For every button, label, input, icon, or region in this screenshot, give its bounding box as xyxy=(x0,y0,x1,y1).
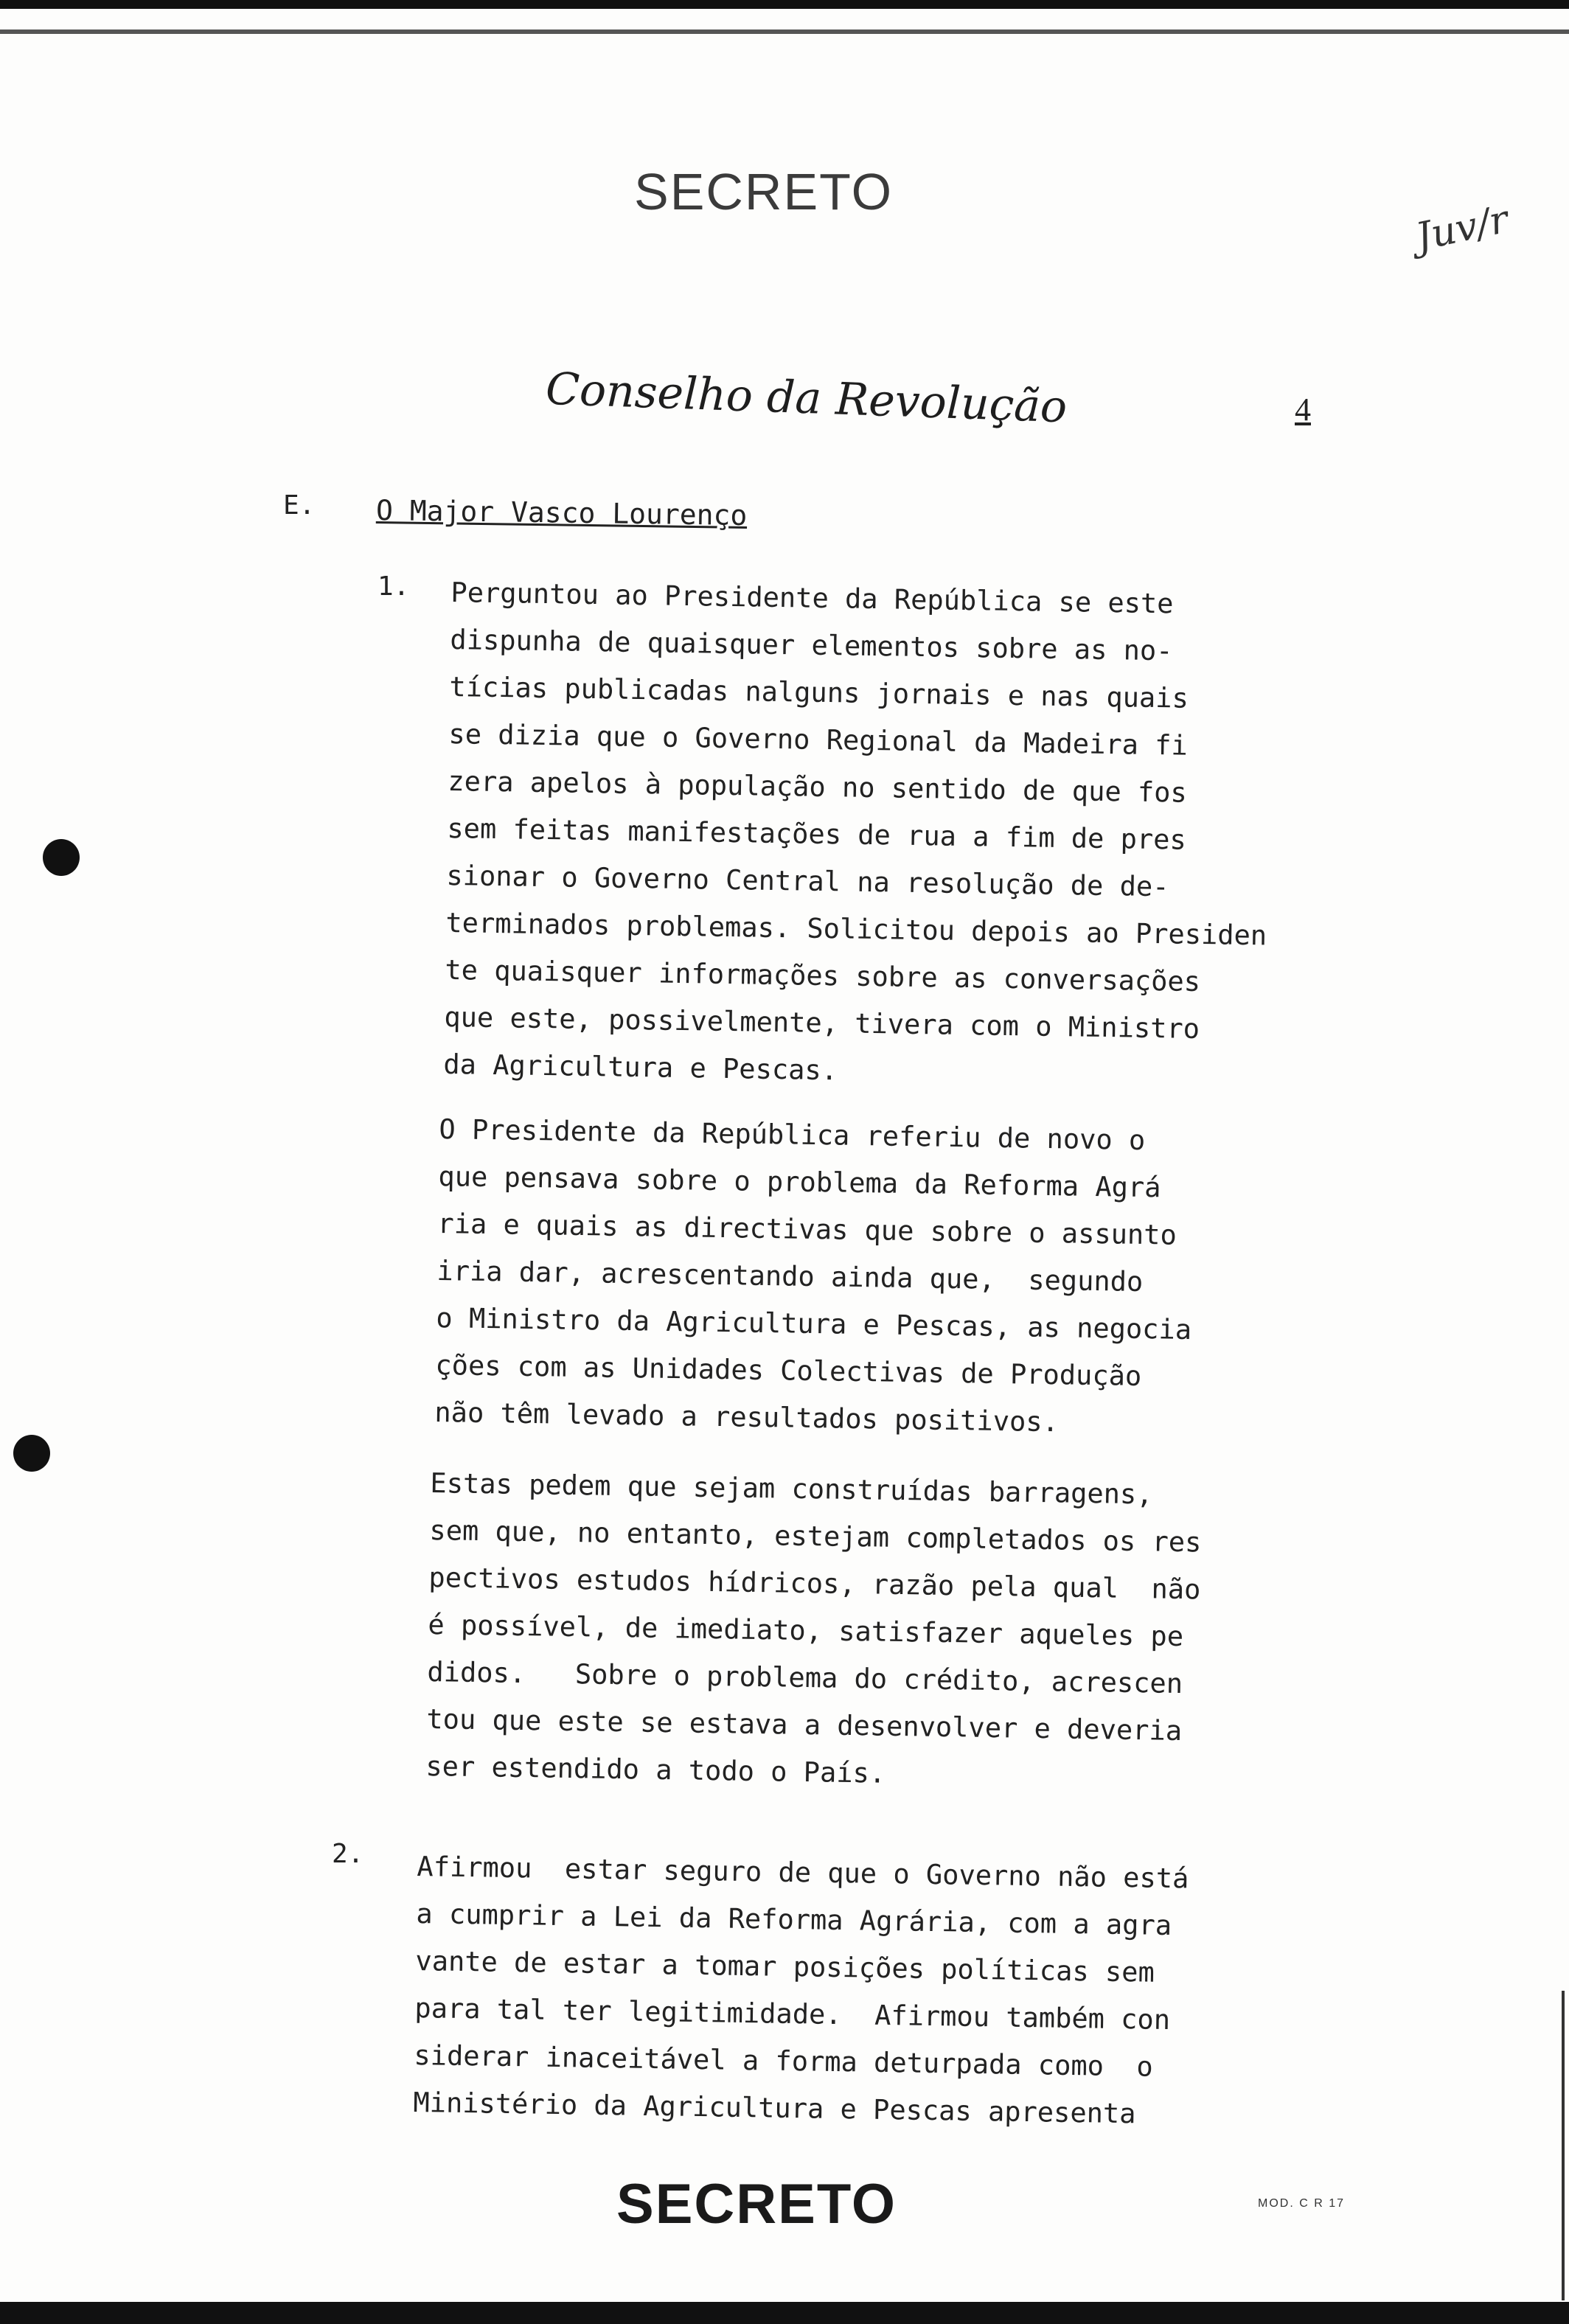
item-1-paragraph-2: O Presidente da República referiu de novo o que pensava sobre o problema da Reforma Agrá ria e quais as directivas que sobre o assunto iria dar, acrescentando ainda que, segundo o Ministro da Agricultura e Pescas, as negocia ções com as Unidades Colectivas de Produção não têm levado a resultados positivos. xyxy=(434,1113,1192,1438)
form-code: MOD. C R 17 xyxy=(1258,2197,1346,2210)
item-2-paragraph-1: Afirmou estar seguro de que o Governo não está a cumprir a Lei da Reforma Agrária, com a agra vante de estar a tomar posições políticas sem para tal ter legitimidade. Afirmou também con siderar inaceitável a forma deturpada como o Ministério da Agricultura e Pescas apresenta xyxy=(413,1850,1189,2130)
scan-right-edge xyxy=(1562,1991,1565,2300)
item-number: 2. xyxy=(332,1839,364,1869)
punch-hole xyxy=(13,1435,50,1472)
letterhead-title: Conselho da Revolução xyxy=(544,363,1068,434)
scan-top-edge xyxy=(0,0,1569,9)
section-title: O Major Vasco Lourenço xyxy=(375,494,748,532)
secret-stamp-bottom: SECRETO xyxy=(616,2173,897,2236)
item-1-paragraph-3: Estas pedem que sejam construídas barragens, sem que, no entanto, estejam completados os res pectivos estudos hídricos, razão pela qual não é possível, de imediato, satisfazer aqueles pe didos. Sobre o problema do crédito, acrescen tou que este se estava a desenvolver e deveria ser estendido a todo o País. xyxy=(425,1467,1202,1789)
item-number: 1. xyxy=(378,571,410,602)
secret-stamp-top: SECRETO xyxy=(634,163,894,220)
page-number: 4 xyxy=(1295,392,1311,428)
item-1-paragraph-1: Perguntou ao Presidente da República se este dispunha de quaisquer elementos sobre as no- tícias publicadas nalguns jornais e nas quais se dizia que o Governo Regional da Madeira fi zera apelos à população no sentido de que fos sem feitas manifestações de rua a fim de pres sionar o Governo Central na resolução de de- terminados problemas. Solicitou depois ao Presiden te quaisquer informações sobre as conversações que este, possivelmente, tivera com o Ministro da Agricultura e Pescas. xyxy=(443,576,1267,1087)
section-letter: E. xyxy=(283,490,316,521)
scan-top-rule xyxy=(0,29,1569,34)
punch-hole xyxy=(43,839,80,876)
handwritten-initials: Juv/r xyxy=(1412,197,1512,260)
scan-bottom-edge xyxy=(0,2302,1569,2324)
